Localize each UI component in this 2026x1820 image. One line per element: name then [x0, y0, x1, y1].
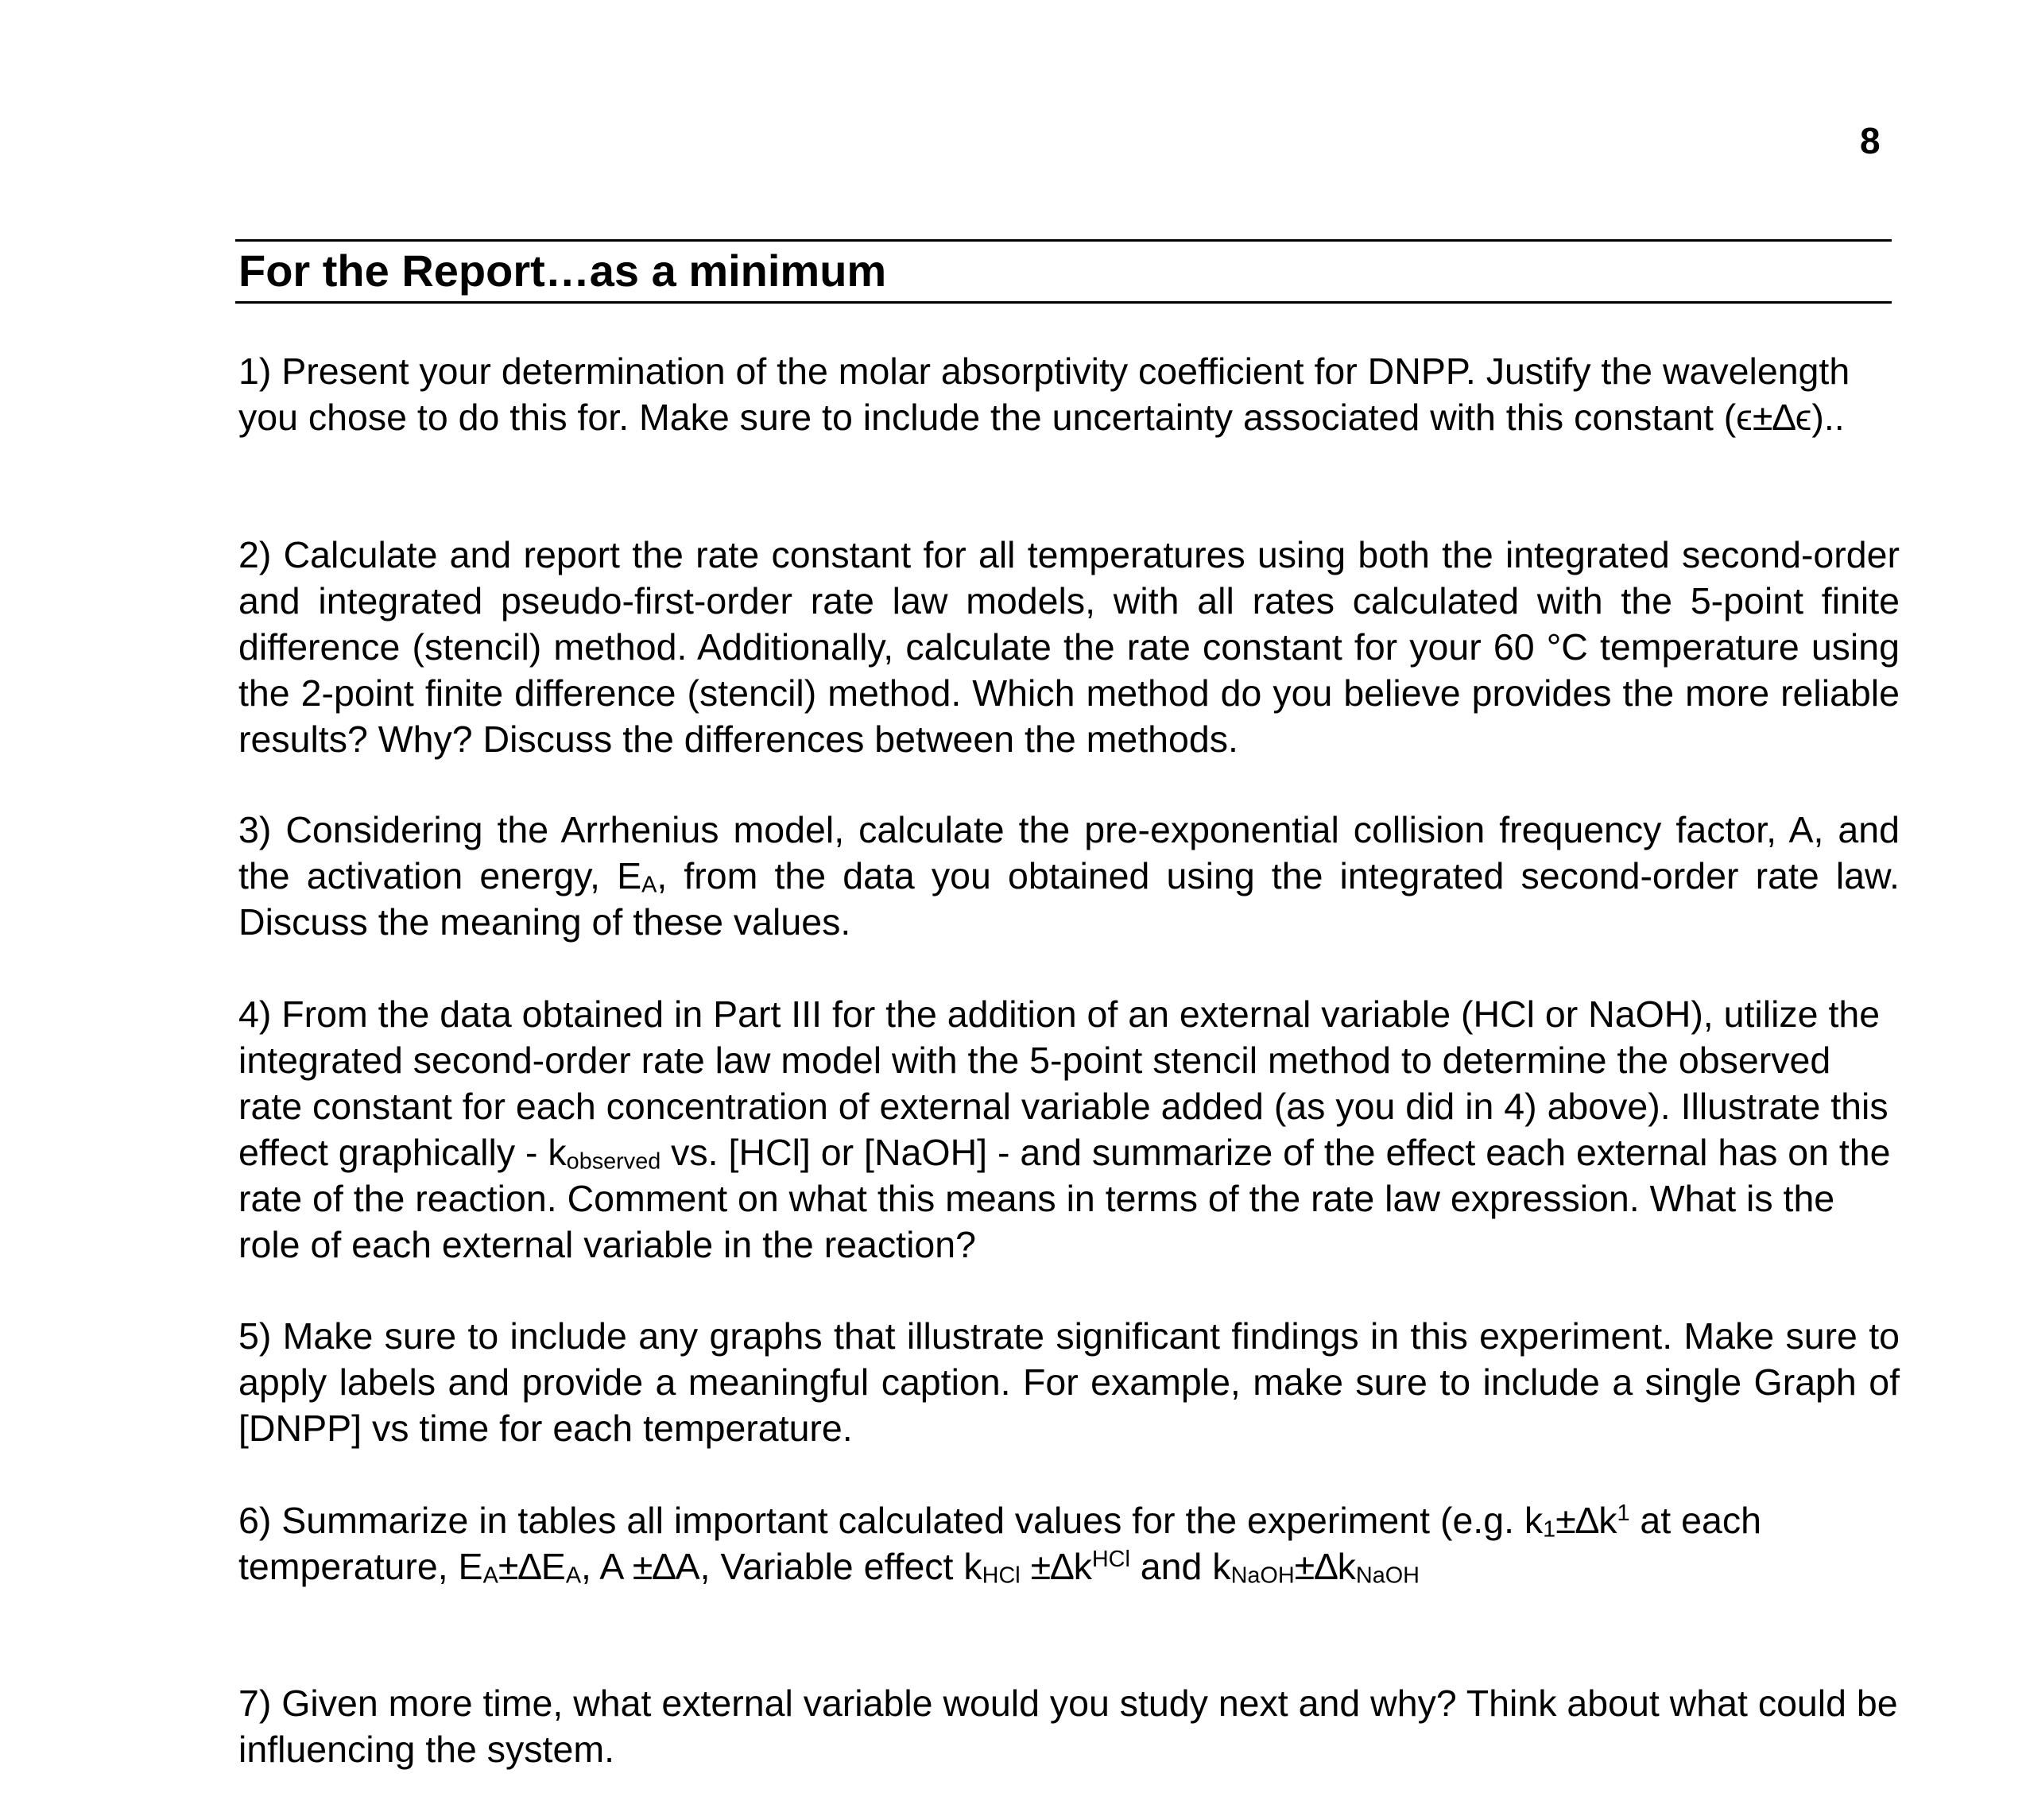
item-6-text: and k	[1129, 1546, 1231, 1587]
superscript: 1	[1617, 1501, 1630, 1527]
subscript: observed	[566, 1148, 661, 1175]
page-number: 8	[1860, 120, 1881, 161]
superscript: HCl	[1091, 1547, 1130, 1573]
section-heading: For the Report…as a minimum	[238, 246, 887, 296]
item-2: 2) Calculate and report the rate constant for all temperatures using both the integrated second-order and integrated pseudo-first-order rate law models, with all rates calculated with the 5-point finite difference (stencil) method. Additionally, calculate the rate constant for your 60 °C temperature using the 2-point finite difference (stencil) method. Which method do you believe provides the more reliable results? Why? Discuss the differences between the methods.	[238, 534, 1900, 760]
subscript: A	[565, 1562, 582, 1589]
subscript: NaOH	[1230, 1562, 1295, 1589]
item-4	[238, 991, 1900, 1268]
item-6-text: ±∆E	[498, 1546, 566, 1587]
item-4-text-a: 4) From the data obtained in Part III for the addition of an external variable (HCl or NaOH), utilize the integrated second-order rate law model with the 5-point stencil method to determine the observed rate constant for each concentration of external variable added (as you did in 4) above). Illustrate this effect graphically - k	[238, 993, 1888, 1173]
item-1: 1) Present your determination of the molar absorptivity coefficient for DNPP. Justify the wavelength you chose to do this for. Make sure to include the uncertainty associated with this constant (ϵ±∆ϵ)..	[238, 350, 1850, 438]
subscript: NaOH	[1355, 1562, 1420, 1589]
item-6	[238, 1497, 1900, 1590]
item-6-text: , A ±∆A, Variable effect k	[581, 1546, 982, 1587]
item-6-text: ±∆k	[1294, 1546, 1356, 1587]
subscript: A	[641, 872, 657, 898]
subscript: A	[482, 1562, 498, 1589]
item-3	[238, 807, 1900, 945]
subscript: HCl	[982, 1562, 1021, 1589]
item-3-text-b: , from the data you obtained using the integrated second-order rate law. Discuss the meaning of these values.	[238, 855, 1900, 943]
item-6-text: ±∆k	[1020, 1546, 1092, 1587]
item-6-text: 6) Summarize in tables all important calculated values for the experiment (e.g. k	[238, 1500, 1544, 1541]
item-6-text: ±∆k	[1555, 1500, 1617, 1541]
item-6-text: at each temperature, E	[238, 1500, 1761, 1587]
item-7: 7) Given more time, what external variable would you study next and why? Think about what could be influencing the system.	[238, 1683, 1898, 1770]
item-4-text-b: vs. [HCl] or [NaOH] - and summarize of the effect each external has on the rate of the reaction. Comment on what this means in terms of the rate law expression. What is the role of each external variable in the reaction?	[238, 1132, 1891, 1265]
heading-bottom-rule	[235, 301, 1892, 304]
subscript: 1	[1543, 1516, 1556, 1543]
heading-top-rule	[235, 239, 1892, 242]
item-3-text-a: 3) Considering the Arrhenius model, calculate the pre-exponential collision frequency factor, A, and the activation energy, E	[238, 809, 1900, 896]
item-5: 5) Make sure to include any graphs that illustrate significant findings in this experiment. Make sure to apply labels and provide a meaningful caption. For example, make sure to include a single Graph of [DNPP] vs time for each temperature.	[238, 1315, 1900, 1449]
